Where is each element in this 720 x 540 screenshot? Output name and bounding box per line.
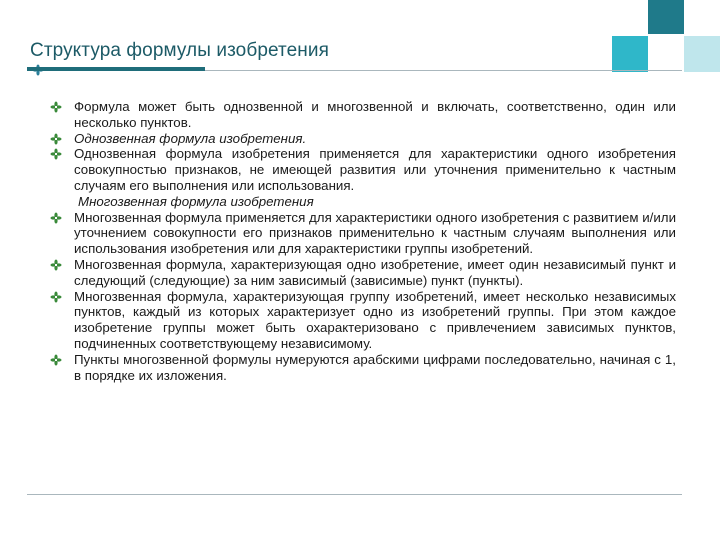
diamond-bullet-icon xyxy=(50,354,62,366)
decor-square-dark xyxy=(648,0,684,34)
list-item xyxy=(50,146,676,193)
list-item-text: Пункты многозвенной формулы нумеруются арабскими цифрами последовательно, начиная с 1, в порядке их изложения. xyxy=(74,351,676,383)
list-item-text: Многозвенная формула, характеризующая группу изобретений, имеет несколько независимых пунктов, каждый из которых характеризует одно из изобретений группы. При этом каждое изобретение группы может быть охарактеризовано с привлечением зависимых пунктов, подчиненных соответствующему независимому. xyxy=(74,288,676,351)
diamond-bullet-icon xyxy=(50,101,62,113)
list-item xyxy=(50,99,676,131)
list-item-text: Многозвенная формула применяется для характеристики одного изобретения с развитием и/или уточнением совокупности его признаков применительно к частным случаям выполнения или использования изобретения или для характеристики группы изобретений. xyxy=(74,209,676,257)
slide-title: Структура формулы изобретения xyxy=(30,40,329,61)
title-accent-bar xyxy=(27,67,205,71)
list-item-text: Однозвенная формула изобретения применяется для характеристики одного изобретения совокупностью признаков, не имеющей развития или уточнения применительно к частным случаям его выполнения или использования. xyxy=(74,146,676,193)
list-item xyxy=(50,257,676,289)
diamond-bullet-icon xyxy=(50,148,62,160)
list-item-text: Многозвенная формула, характеризующая одно изобретение, имеет один независимый пункт и следующий (следующие) за ним зависимый (зависимые) пункт (пункты). xyxy=(74,256,676,288)
list-item xyxy=(50,210,676,257)
decor-square-light xyxy=(684,36,720,72)
list-item-text: Однозвенная формула изобретения. xyxy=(74,130,307,146)
footer-divider xyxy=(27,494,682,495)
list-item-text: Формула может быть однозвенной и многозвенной и включать, соответственно, один или несколько пунктов. xyxy=(74,99,676,130)
decor-square-mid xyxy=(612,36,648,72)
list-item-text: Многозвенная формула изобретения xyxy=(78,193,314,209)
bullet-list xyxy=(50,99,676,383)
diamond-bullet-icon xyxy=(50,291,62,303)
diamond-bullet-icon xyxy=(50,212,62,224)
list-item xyxy=(50,352,676,384)
list-item xyxy=(50,131,676,147)
list-item xyxy=(50,289,676,352)
diamond-bullet-icon xyxy=(50,259,62,271)
diamond-bullet-icon xyxy=(50,133,62,145)
list-item xyxy=(50,194,676,210)
